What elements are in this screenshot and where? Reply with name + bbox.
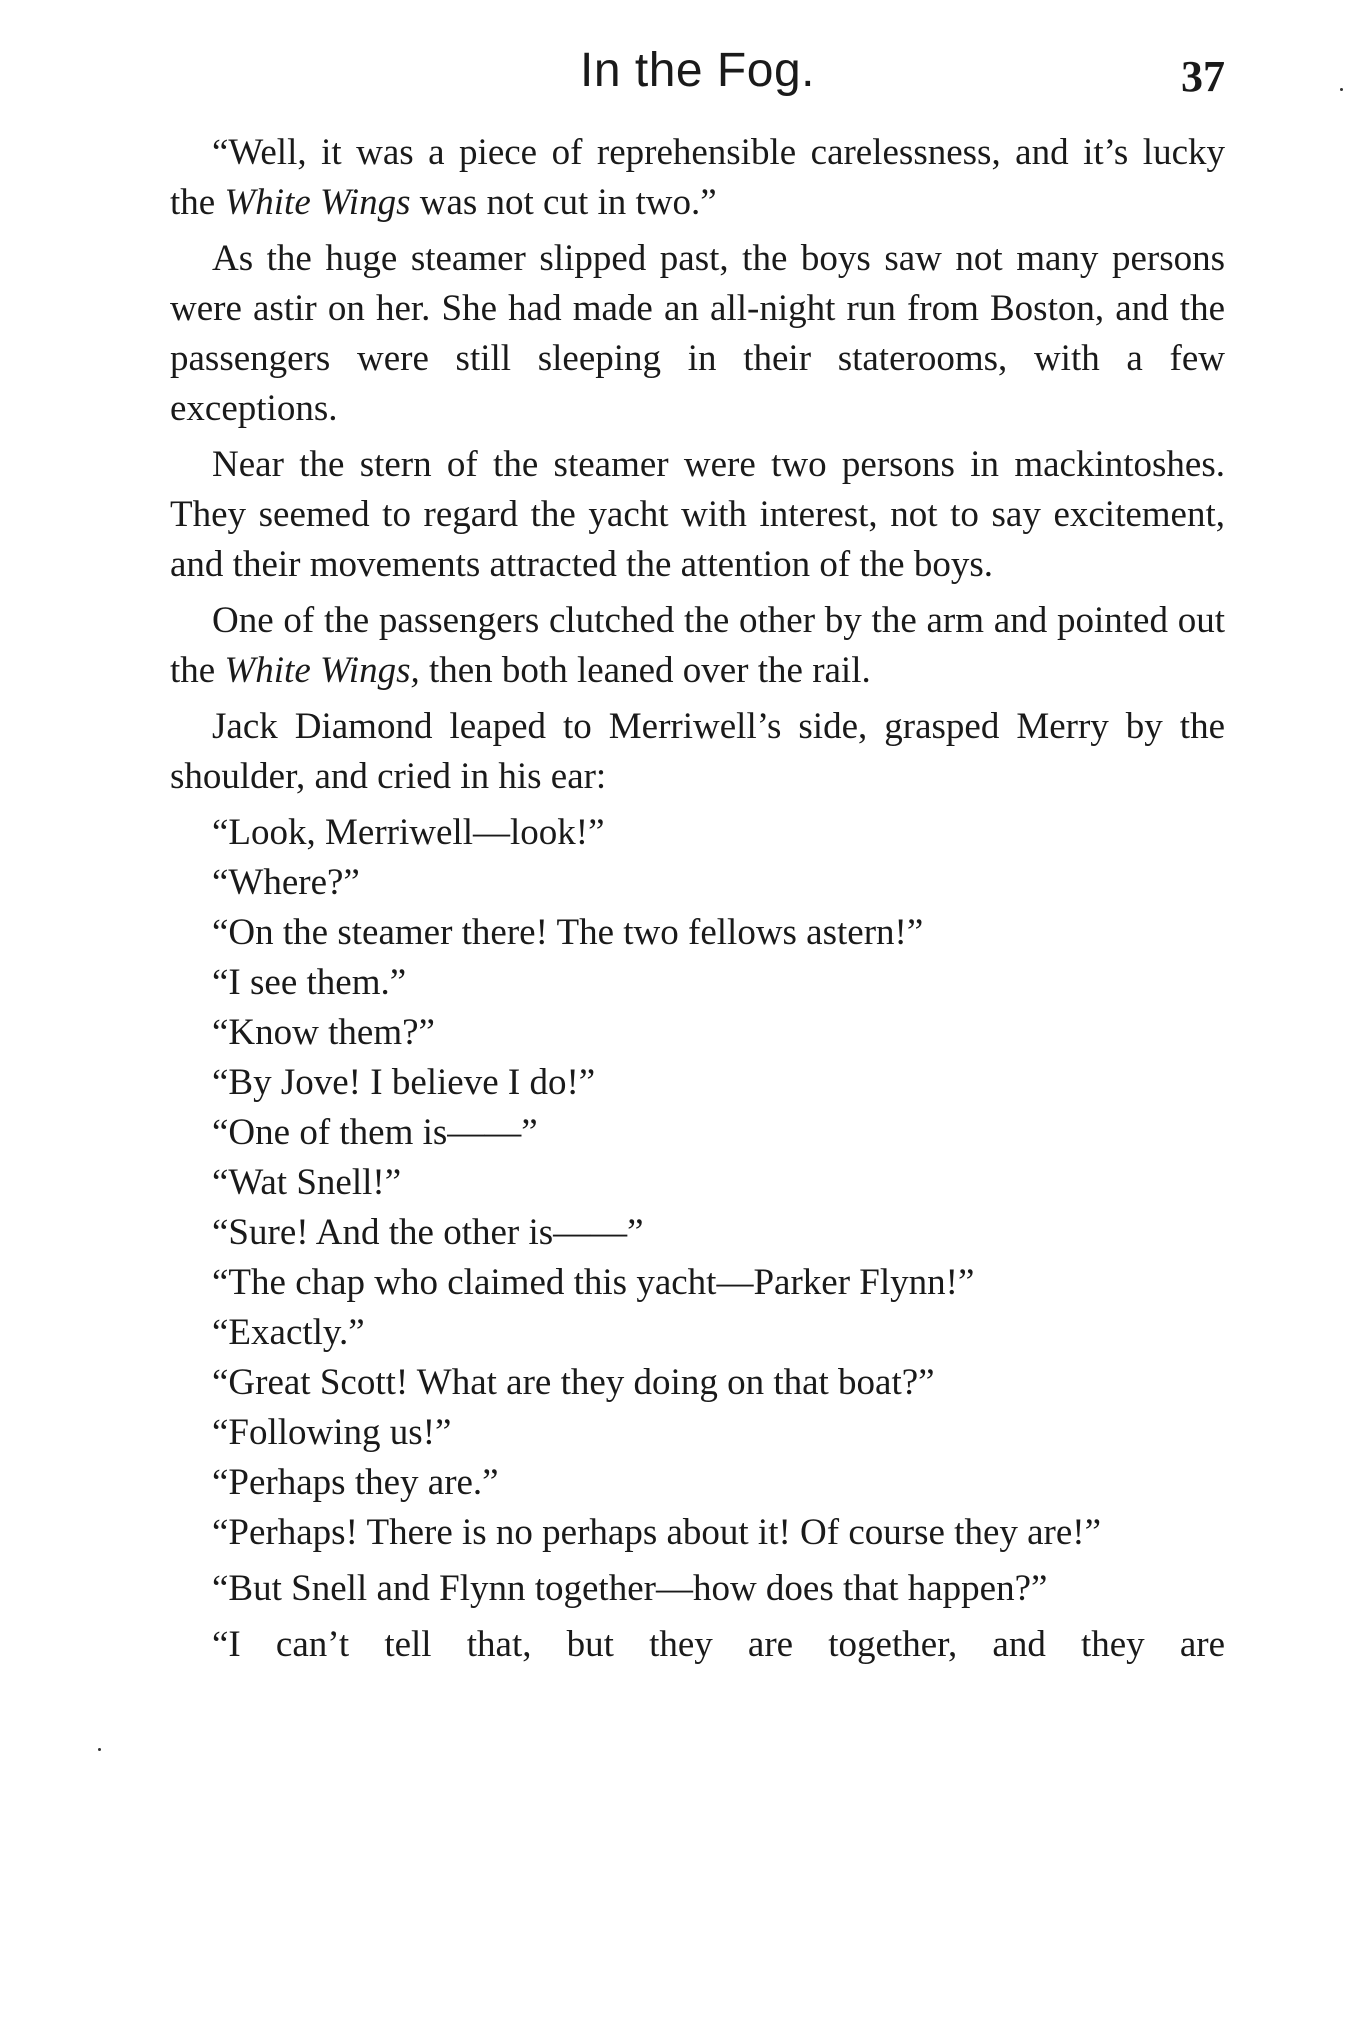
print-speck (98, 1748, 101, 1751)
dialog-line: “Know them?” (212, 1012, 435, 1053)
paragraph-4-text-a: One of the passengers clutched the other by the arm and pointed out the (170, 600, 1225, 691)
dialog-line: “Following us!” (212, 1412, 452, 1453)
body-text (170, 128, 1225, 1670)
dialog-line: “I see them.” (212, 962, 407, 1003)
dialog-line: “Wat Snell!” (212, 1162, 402, 1203)
print-speck (1340, 88, 1343, 91)
paragraph-6: “Perhaps! There is no perhaps about it! Of course they are!” (212, 1512, 1102, 1553)
paragraph-7: “But Snell and Flynn together—how does that happen?” (212, 1568, 1048, 1609)
running-title: In the Fog. (580, 44, 815, 97)
dialog-line: “Great Scott! What are they doing on that boat?” (212, 1362, 935, 1403)
page-number: 37 (1181, 52, 1225, 101)
dialog-line: “Sure! And the other is——” (212, 1212, 644, 1253)
dialog-line: “Where?” (212, 862, 360, 903)
dialog-line: “By Jove! I believe I do!” (212, 1062, 596, 1103)
paragraph-1-text-a: “Well, it was a piece of reprehensible carelessness, and it’s lucky the (170, 132, 1225, 223)
paragraph-8: “I can’t tell that, but they are together, and they are (212, 1624, 1225, 1665)
page-header (170, 36, 1225, 106)
paragraph-3: Near the stern of the steamer were two persons in mackintoshes. They seemed to regard the yacht with interest, not to say excitement, and their movements attracted the attention of the boys. (170, 444, 1225, 585)
paragraph-5: Jack Diamond leaped to Merriwell’s side, grasped Merry by the shoulder, and cried in his ear: (170, 706, 1225, 797)
dialog-line: “Look, Merriwell—look!” (212, 812, 605, 853)
paragraph-4 (170, 596, 1225, 696)
paragraph-2: As the huge steamer slipped past, the boys saw not many persons were astir on her. She had made an all-night run from Boston, and the passengers were still sleeping in their staterooms, with a few exceptions. (170, 238, 1225, 429)
paragraph-1-text-b: was not cut in two.” (410, 182, 717, 223)
dialog-line: “The chap who claimed this yacht—Parker Flynn!” (212, 1262, 975, 1303)
ship-name: White Wings (224, 182, 411, 223)
dialog-line: “Perhaps they are.” (212, 1462, 499, 1503)
ship-name: White Wings, (224, 650, 420, 691)
paragraph-4-text-b: then both leaned over the rail. (419, 650, 871, 691)
dialog-line: “Exactly.” (212, 1312, 365, 1353)
dialog-line: “One of them is——” (212, 1112, 538, 1153)
dialog-line: “On the steamer there! The two fellows astern!” (212, 912, 924, 953)
paragraph-1 (170, 128, 1225, 228)
